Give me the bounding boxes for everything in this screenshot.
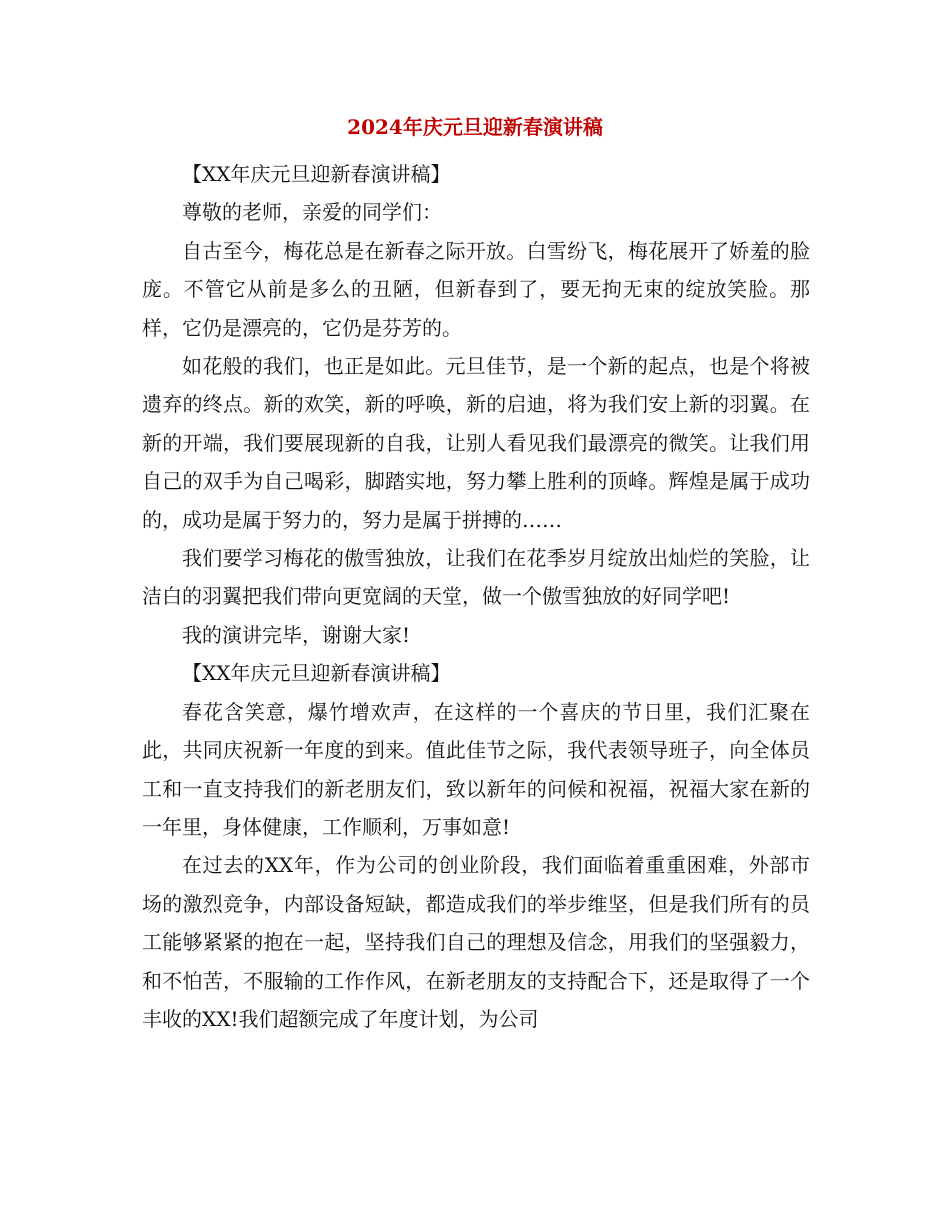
document-title: 2024年庆元旦迎新春演讲稿 bbox=[347, 115, 603, 139]
document-body bbox=[142, 155, 810, 1038]
paragraph: 在过去的XX年，作为公司的创业阶段，我们面临着重重困难，外部市场的激烈竞争，内部设备短缺，都造成我们的举步维坚，但是我们所有的员工能够紧紧的抱在一起，坚持我们自己的理想及信念，用我们的坚强毅力，和不怕苦，不服输的工作作风，在新老朋友的支持配合下，还是取得了一个丰收的XX!我们超额完成了年度计划，为公司 bbox=[142, 853, 810, 1031]
paragraph: 我们要学习梅花的傲雪独放，让我们在花季岁月绽放出灿烂的笑脸，让洁白的羽翼把我们带向更宽阔的天堂，做一个傲雪独放的好同学吧! bbox=[142, 546, 810, 609]
paragraph: 春花含笑意，爆竹增欢声，在这样的一个喜庆的节日里，我们汇聚在此，共同庆祝新一年度的到来。值此佳节之际，我代表领导班子，向全体员工和一直支持我们的新老朋友们，致以新年的问候和祝福，祝福大家在新的一年里，身体健康，工作顺利，万事如意! bbox=[142, 699, 810, 839]
paragraph: 自古至今，梅花总是在新春之际开放。白雪纷飞，梅花展开了娇羞的脸庞。不管它从前是多么的丑陋，但新春到了，要无拘无束的绽放笑脸。那样，它仍是漂亮的，它仍是芬芳的。 bbox=[142, 238, 810, 340]
closing-line: 我的演讲完毕，谢谢大家! bbox=[182, 622, 411, 647]
salutation: 尊敬的老师，亲爱的同学们： bbox=[182, 200, 442, 225]
section-heading: 【XX年庆元旦迎新春演讲稿】 bbox=[182, 162, 451, 186]
paragraph: 如花般的我们，也正是如此。元旦佳节，是一个新的起点，也是个将被遗弃的终点。新的欢笑，新的呼唤，新的启迪，将为我们安上新的羽翼。在新的开端，我们要展现新的自我，让别人看见我们最漂亮的微笑。让我们用自己的双手为自己喝彩，脚踏实地，努力攀上胜利的顶峰。辉煌是属于成功的，成功是属于努力的，努力是属于拼搏的…… bbox=[142, 354, 810, 532]
section-heading: 【XX年庆元旦迎新春演讲稿】 bbox=[182, 661, 451, 686]
